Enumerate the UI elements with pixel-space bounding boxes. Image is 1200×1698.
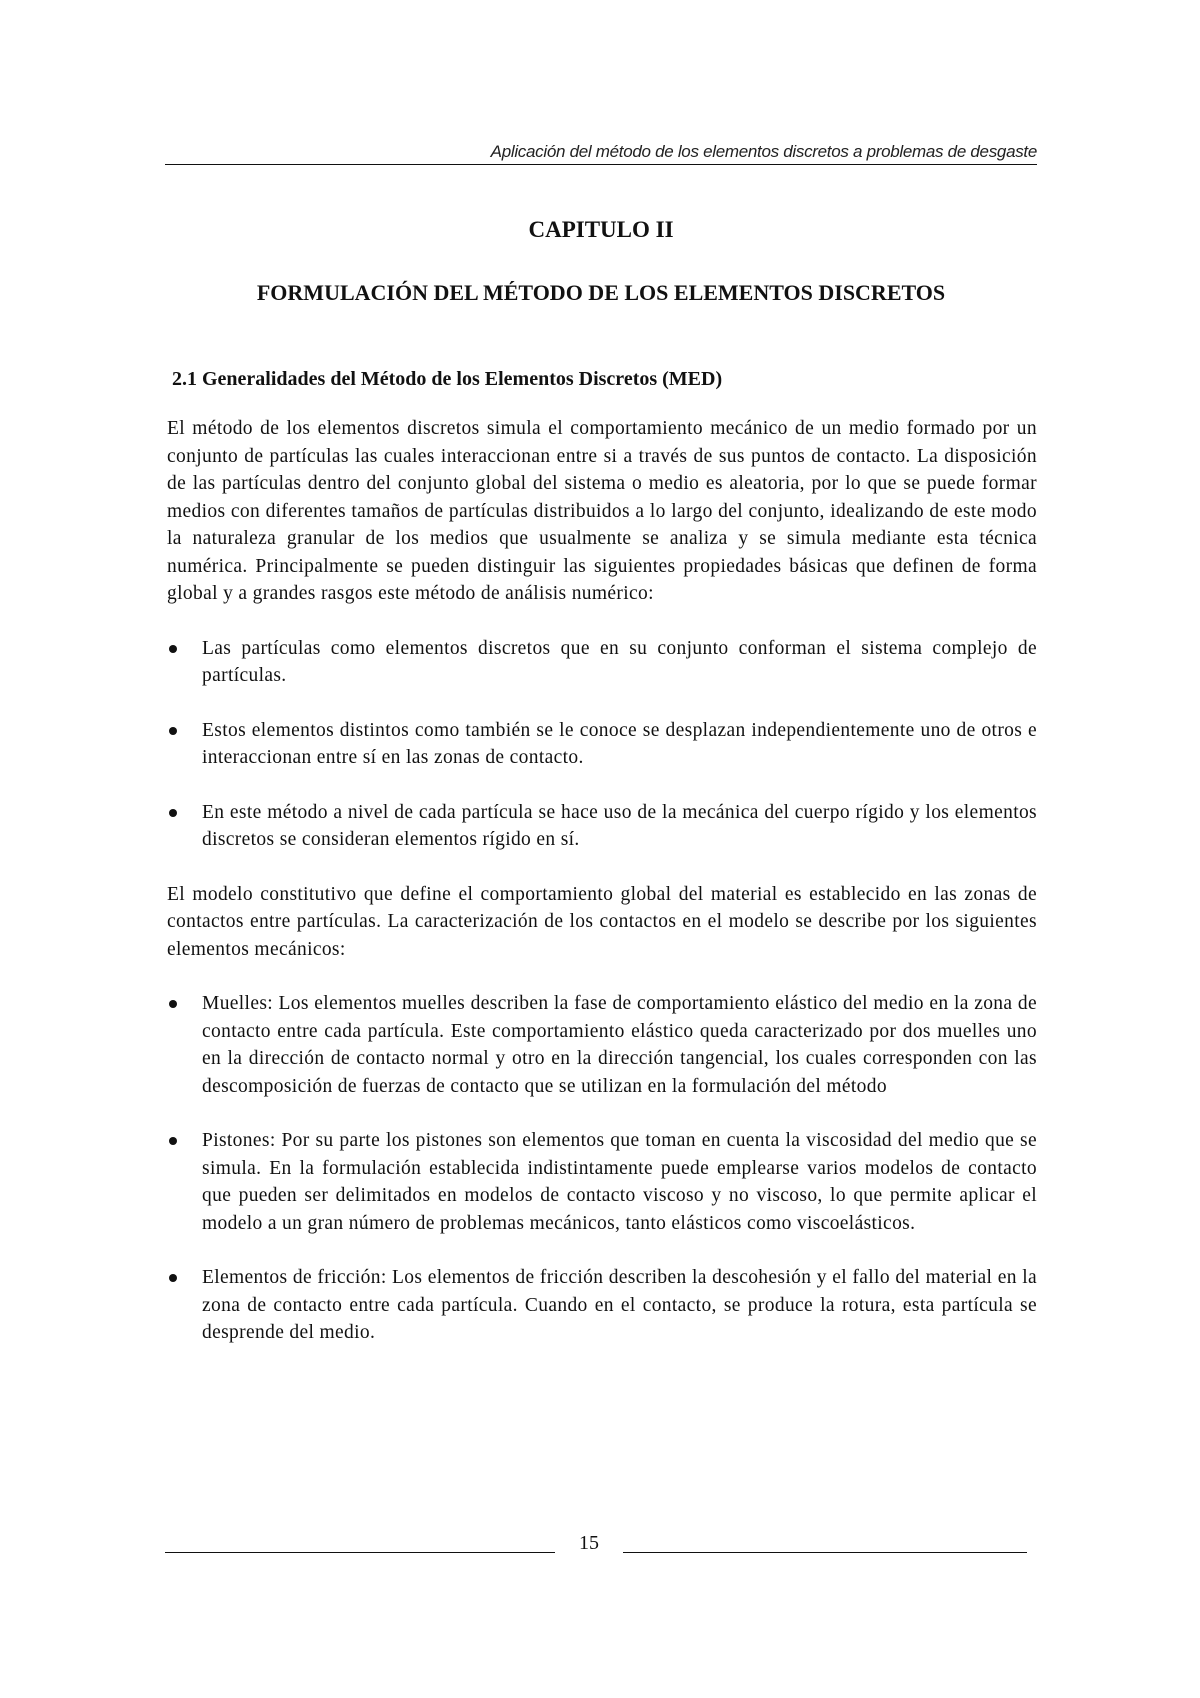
footer-rule-right [623,1552,1027,1553]
chapter-number: CAPITULO II [528,217,674,242]
list-item-text: En este método a nivel de cada partícula se hace uso de la mecánica del cuerpo rígido y los elementos discretos se consideran elementos rígido en sí. [202,801,1037,850]
list-item-text: Pistones: Por su parte los pistones son elementos que toman en cuenta la viscosidad del medio que se simula. En la formulación establecida indistintamente puede emplearse varios modelos de contacto que pueden ser delimitados en modelos de contacto viscoso y no viscoso, lo que permite aplicar el modelo a un gran número de problemas mecánicos, tanto elásticos como viscoelásticos. [202,1130,1037,1234]
list-item [167,1264,1037,1347]
model-paragraph: El modelo constitutivo que define el comportamiento global del material es establecido en las zonas de contactos entre partículas. La caracterización de los contactos en el modelo se describe por los siguientes elementos mecánicos: [167,883,1037,960]
running-header: Aplicación del método de los elementos discretos a problemas de desgaste [165,142,1037,165]
bullet-icon [169,1274,177,1282]
list-item [167,717,1037,772]
bullet-icon [169,809,177,817]
list-item-text: Muelles: Los elementos muelles describen la fase de comportamiento elástico del medio en la zona de contacto entre cada partícula. Este comportamiento elástico queda caracterizado por dos muelles uno en la dirección de contacto normal y otro en la dirección tangencial, los cuales corresponden con las descomposición de fuerzas de contacto que se utilizan en la formulación del método [202,993,1037,1097]
bullet-icon [169,1137,177,1145]
list-item-text: Elementos de fricción: Los elementos de fricción describen la descohesión y el fallo del material en la zona de contacto entre cada partícula. Cuando en el contacto, se produce la rotura, esta partícula se desprende del medio. [202,1267,1037,1343]
chapter-title: FORMULACIÓN DEL MÉTODO DE LOS ELEMENTOS DISCRETOS [256,280,946,305]
list-item-text: Las partículas como elementos discretos que en su conjunto conforman el sistema complejo de partículas. [202,637,1037,686]
section-heading: 2.1 Generalidades del Método de los Elementos Discretos (MED) [172,368,723,390]
bullet-icon [169,645,177,653]
page-footer [165,1530,1027,1560]
mechanical-elements-list [167,990,1037,1347]
properties-list [167,635,1037,854]
intro-paragraph: El método de los elementos discretos simula el comportamiento mecánico de un medio formado por un conjunto de partículas las cuales interaccionan entre si a través de sus puntos de contacto. La disposición de las partículas dentro del conjunto global del sistema o medio es aleatoria, por lo que se puede formar medios con diferentes tamaños de partículas distribuidos a lo largo del conjunto, idealizando de este modo la naturaleza granular de los medios que usualmente se analiza y se simula mediante esta técnica numérica. Principalmente se pueden distinguir las siguientes propiedades básicas que definen de forma global y a grandes rasgos este método de análisis numérico: [167,418,1037,604]
footer-rule-left [165,1552,555,1553]
bullet-icon [169,727,177,735]
list-item [167,990,1037,1100]
list-item [167,1127,1037,1237]
page-number: 15 [579,1532,599,1554]
list-item-text: Estos elementos distintos como también se le conoce se desplazan independientemente uno de otros e interaccionan entre sí en las zonas de contacto. [202,719,1037,768]
list-item [167,635,1037,690]
body-text [167,415,1037,1374]
list-item [167,799,1037,854]
bullet-icon [169,1000,177,1008]
